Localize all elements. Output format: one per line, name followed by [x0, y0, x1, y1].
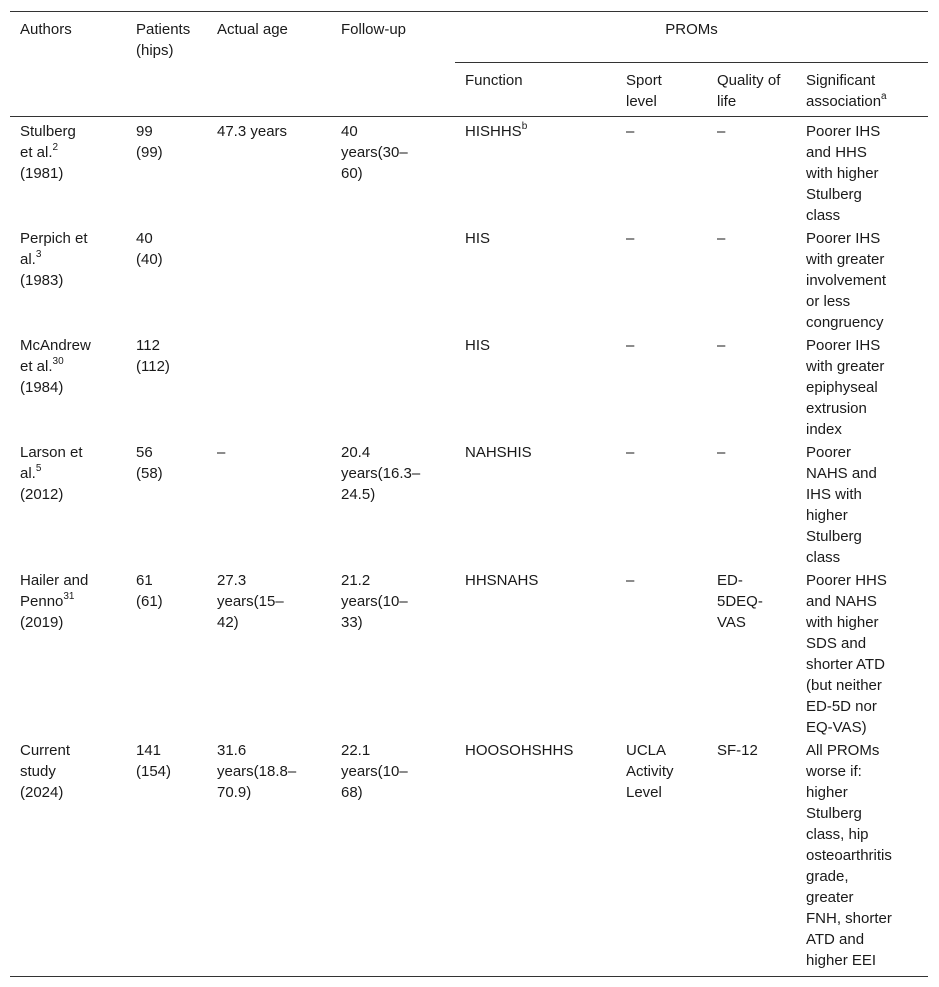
- cell-sport-level: [616, 117, 707, 227]
- author-name: Larson et al.: [20, 444, 83, 482]
- follow-up-value: 40 years(30– 60): [341, 123, 408, 182]
- cell-quality-of-life: [707, 440, 796, 568]
- patients-value: 141 (154): [136, 742, 172, 780]
- cell-follow-up: [331, 568, 455, 738]
- header-actual-age: Actual age: [207, 12, 331, 117]
- cell-patients: [126, 440, 207, 568]
- cell-function: [455, 333, 616, 440]
- cell-significant-association: [796, 333, 928, 440]
- table-row: [10, 568, 928, 738]
- actual-age-value: 27.3 years(15– 42): [217, 572, 284, 631]
- cell-quality-of-life: [707, 226, 796, 333]
- follow-up-value: 20.4 years(16.3– 24.5): [341, 444, 421, 503]
- author-year: (1981): [20, 165, 64, 182]
- author-year: (2019): [20, 614, 64, 631]
- author-name: Hailer and Penno: [20, 572, 89, 610]
- sport-level-value: –: [626, 572, 635, 589]
- quality-of-life-value: –: [717, 230, 726, 247]
- association-value: All PROMs worse if: higher Stulberg class, hip osteoarthritis grade, greater FNH, shorter ATD and higher EEI: [806, 742, 892, 969]
- association-value: Poorer IHS with greater epiphyseal extrusion index: [806, 337, 885, 438]
- author-reference: 3: [35, 249, 42, 260]
- patients-value: 56 (58): [136, 444, 163, 482]
- header-significant-association-label: Significant association: [806, 72, 882, 110]
- cell-significant-association: [796, 440, 928, 568]
- association-value: Poorer IHS and HHS with higher Stulberg class: [806, 123, 881, 224]
- quality-of-life-value: –: [717, 444, 726, 461]
- cell-follow-up: [331, 738, 455, 976]
- header-function: Function: [455, 63, 616, 117]
- table-header: [10, 12, 928, 117]
- author-year: (1983): [20, 272, 64, 289]
- cell-author: [10, 226, 126, 333]
- patients-value: 61 (61): [136, 572, 163, 610]
- quality-of-life-value: –: [717, 337, 726, 354]
- sport-level-value: –: [626, 444, 635, 461]
- sport-level-value: –: [626, 337, 635, 354]
- cell-author: [10, 568, 126, 738]
- association-value: Poorer HHS and NAHS with higher SDS and shorter ATD (but neither ED-5D nor EQ-VAS): [806, 572, 887, 736]
- cell-follow-up: [331, 226, 455, 333]
- author-reference: 30: [52, 356, 64, 367]
- cell-patients: [126, 738, 207, 976]
- function-value: HOOSOHSHHS: [465, 742, 574, 759]
- table-row: [10, 440, 928, 568]
- author-name: McAndrew et al.: [20, 337, 91, 375]
- header-follow-up: Follow-up: [331, 12, 455, 117]
- actual-age-value: 31.6 years(18.8– 70.9): [217, 742, 297, 801]
- proms-comparison-table: [10, 11, 928, 977]
- actual-age-value: –: [217, 444, 226, 461]
- table-body: [10, 117, 928, 977]
- header-sport-level: Sport level: [616, 63, 707, 117]
- cell-quality-of-life: [707, 738, 796, 976]
- quality-of-life-value: SF-12: [717, 742, 758, 759]
- sport-level-value: –: [626, 230, 635, 247]
- author-reference: 2: [52, 142, 59, 153]
- author-name: Current study: [20, 742, 71, 780]
- table-row: [10, 333, 928, 440]
- function-value: HHSNAHS: [465, 572, 539, 589]
- header-quality-of-life: Quality of life: [707, 63, 796, 117]
- follow-up-value: 21.2 years(10– 33): [341, 572, 408, 631]
- sport-level-value: UCLA Activity Level: [626, 742, 674, 801]
- cell-actual-age: [207, 226, 331, 333]
- author-name: Perpich et al.: [20, 230, 88, 268]
- author-name: Stulberg et al.: [20, 123, 76, 161]
- cell-sport-level: [616, 226, 707, 333]
- follow-up-value: 22.1 years(10– 68): [341, 742, 408, 801]
- table-row: [10, 226, 928, 333]
- table-row: [10, 117, 928, 227]
- cell-sport-level: [616, 333, 707, 440]
- author-reference: 5: [35, 463, 42, 474]
- cell-patients: [126, 117, 207, 227]
- cell-sport-level: [616, 568, 707, 738]
- cell-function: [455, 440, 616, 568]
- sport-level-value: –: [626, 123, 635, 140]
- author-year: (2024): [20, 784, 64, 801]
- cell-actual-age: [207, 333, 331, 440]
- cell-follow-up: [331, 440, 455, 568]
- author-reference: 31: [63, 591, 75, 602]
- cell-follow-up: [331, 117, 455, 227]
- function-value: HIS: [465, 230, 491, 247]
- cell-function: [455, 226, 616, 333]
- cell-function: [455, 738, 616, 976]
- cell-function: [455, 117, 616, 227]
- cell-follow-up: [331, 333, 455, 440]
- cell-actual-age: [207, 117, 331, 227]
- cell-significant-association: [796, 568, 928, 738]
- function-footnote: b: [521, 121, 528, 132]
- cell-actual-age: [207, 738, 331, 976]
- cell-actual-age: [207, 440, 331, 568]
- patients-value: 40 (40): [136, 230, 163, 268]
- cell-significant-association: [796, 738, 928, 976]
- cell-sport-level: [616, 440, 707, 568]
- patients-value: 99 (99): [136, 123, 163, 161]
- association-value: Poorer NAHS and IHS with higher Stulberg class: [806, 444, 877, 566]
- quality-of-life-value: ED- 5DEQ- VAS: [717, 572, 763, 631]
- cell-sport-level: [616, 738, 707, 976]
- header-patients: Patients (hips): [126, 12, 207, 117]
- table-row: [10, 738, 928, 976]
- cell-author: [10, 333, 126, 440]
- cell-actual-age: [207, 568, 331, 738]
- cell-quality-of-life: [707, 333, 796, 440]
- cell-patients: [126, 226, 207, 333]
- author-year: (2012): [20, 486, 64, 503]
- header-proms: PROMs: [455, 12, 928, 63]
- patients-value: 112 (112): [136, 337, 170, 375]
- cell-quality-of-life: [707, 117, 796, 227]
- cell-quality-of-life: [707, 568, 796, 738]
- function-value: HIS: [465, 337, 491, 354]
- header-significant-association-footnote: a: [881, 91, 887, 102]
- association-value: Poorer IHS with greater involvement or less congruency: [806, 230, 887, 331]
- author-year: (1984): [20, 379, 64, 396]
- cell-patients: [126, 568, 207, 738]
- cell-patients: [126, 333, 207, 440]
- cell-author: [10, 117, 126, 227]
- cell-significant-association: [796, 117, 928, 227]
- actual-age-value: 47.3 years: [217, 123, 288, 140]
- cell-significant-association: [796, 226, 928, 333]
- header-authors: Authors: [10, 12, 126, 117]
- header-significant-association: [796, 63, 928, 117]
- function-value: HISHHS: [465, 123, 522, 140]
- cell-author: [10, 440, 126, 568]
- quality-of-life-value: –: [717, 123, 726, 140]
- cell-author: [10, 738, 126, 976]
- cell-function: [455, 568, 616, 738]
- function-value: NAHSHIS: [465, 444, 532, 461]
